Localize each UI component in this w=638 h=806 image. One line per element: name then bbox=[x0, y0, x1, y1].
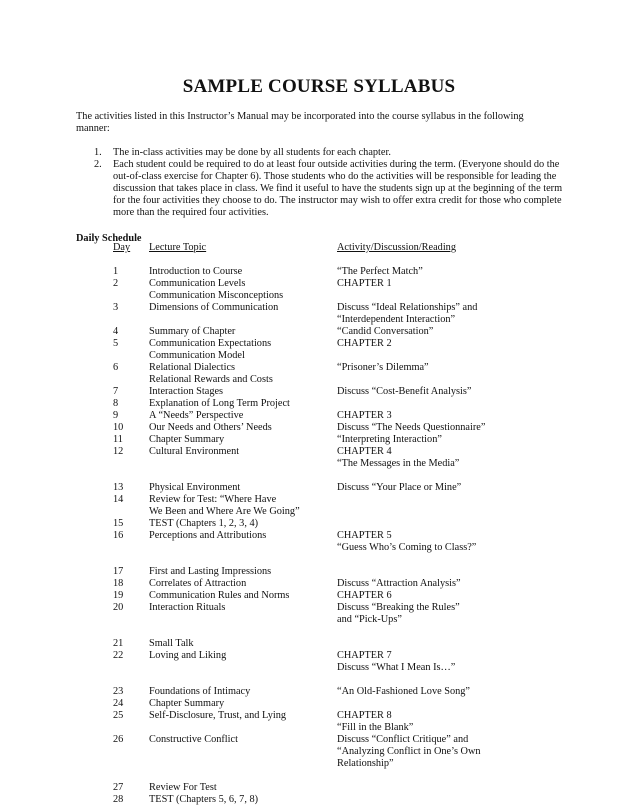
activity-line: “Candid Conversation” bbox=[337, 326, 434, 337]
schedule-day: 16 bbox=[113, 530, 124, 541]
schedule-day: 1 bbox=[113, 266, 119, 277]
activity-line: “An Old-Fashioned Love Song” bbox=[337, 686, 470, 697]
schedule-row bbox=[0, 422, 638, 434]
schedule-day: 5 bbox=[113, 338, 119, 349]
topic-line: Chapter Summary bbox=[149, 698, 225, 709]
schedule-topic bbox=[149, 734, 337, 770]
schedule-day: 8 bbox=[113, 398, 119, 409]
topic-line: Constructive Conflict bbox=[149, 734, 238, 745]
schedule-activity bbox=[337, 782, 577, 794]
schedule-activity bbox=[337, 278, 577, 302]
topic-line: Communication Rules and Norms bbox=[149, 590, 290, 601]
activity-line: Relationship” bbox=[337, 758, 394, 769]
schedule-topic bbox=[149, 710, 337, 734]
schedule-day: 21 bbox=[113, 638, 124, 649]
topic-line: Cultural Environment bbox=[149, 446, 240, 457]
schedule-row bbox=[0, 302, 638, 326]
schedule-topic bbox=[149, 266, 337, 278]
schedule-topic bbox=[149, 494, 337, 518]
schedule-day: 15 bbox=[113, 518, 124, 529]
topic-line: TEST (Chapters 5, 6, 7, 8) bbox=[149, 794, 259, 805]
activity-line: “The Messages in the Media” bbox=[337, 458, 460, 469]
item-text: The in-class activities may be done by all students for each chapter. bbox=[113, 147, 391, 158]
topic-line: Loving and Liking bbox=[149, 650, 227, 661]
topic-line: Introduction to Course bbox=[149, 266, 243, 277]
schedule-row bbox=[0, 590, 638, 602]
schedule-row bbox=[0, 638, 638, 650]
schedule-topic bbox=[149, 566, 337, 578]
activity-line: “Interdependent Interaction” bbox=[337, 314, 456, 325]
schedule-day: 19 bbox=[113, 590, 124, 601]
row-spacer bbox=[0, 626, 638, 638]
schedule-activity bbox=[337, 578, 577, 590]
topic-line: Perceptions and Attributions bbox=[149, 530, 267, 541]
activity-line: “Analyzing Conflict in One’s Own bbox=[337, 746, 481, 757]
numbered-list bbox=[94, 147, 564, 219]
schedule-topic bbox=[149, 602, 337, 626]
schedule-row bbox=[0, 338, 638, 362]
item-number: 2. bbox=[94, 159, 102, 170]
topic-line: Our Needs and Others’ Needs bbox=[149, 422, 272, 433]
schedule-activity bbox=[337, 734, 577, 770]
topic-line: We Been and Where Are We Going” bbox=[149, 506, 300, 517]
schedule-activity bbox=[337, 446, 577, 470]
schedule-activity bbox=[337, 650, 577, 674]
schedule-activity bbox=[337, 398, 577, 410]
intro-paragraph: The activities listed in this Instructor’s Manual may be incorporated into the course syllabus in the following manner: bbox=[76, 111, 524, 134]
schedule-row bbox=[0, 386, 638, 398]
row-spacer bbox=[0, 674, 638, 686]
schedule-topic bbox=[149, 590, 337, 602]
schedule-activity bbox=[337, 530, 577, 554]
schedule-activity bbox=[337, 302, 577, 326]
schedule-heading: Daily Schedule bbox=[76, 233, 142, 244]
topic-line: Explanation of Long Term Project bbox=[149, 398, 290, 409]
schedule-activity bbox=[337, 434, 577, 446]
activity-line: “Interpreting Interaction” bbox=[337, 434, 442, 445]
schedule-row bbox=[0, 686, 638, 698]
schedule-day: 4 bbox=[113, 326, 119, 337]
schedule-activity bbox=[337, 638, 577, 650]
activity-line: CHAPTER 1 bbox=[337, 278, 392, 289]
schedule-row bbox=[0, 410, 638, 422]
schedule-row bbox=[0, 734, 638, 770]
schedule-day: 18 bbox=[113, 578, 124, 589]
schedule-topic bbox=[149, 530, 337, 554]
schedule-activity bbox=[337, 362, 577, 386]
topic-column-header: Lecture Topic bbox=[149, 242, 207, 253]
schedule-activity bbox=[337, 386, 577, 398]
activity-line: Discuss “Ideal Relationships” and bbox=[337, 302, 478, 313]
schedule-activity bbox=[337, 494, 577, 518]
schedule-day: 22 bbox=[113, 650, 124, 661]
schedule-topic bbox=[149, 698, 337, 710]
item-number: 1. bbox=[94, 147, 102, 158]
topic-line: A “Needs” Perspective bbox=[149, 410, 244, 421]
activity-line: CHAPTER 8 bbox=[337, 710, 392, 721]
activity-column-header: Activity/Discussion/Reading bbox=[337, 242, 456, 253]
schedule-day: 20 bbox=[113, 602, 124, 613]
row-spacer bbox=[0, 770, 638, 782]
schedule-activity bbox=[337, 326, 577, 338]
schedule-row bbox=[0, 266, 638, 278]
topic-line: TEST (Chapters 1, 2, 3, 4) bbox=[149, 518, 259, 529]
item-text: Each student could be required to do at least four outside activities during the term. (Everyone should do the out-of-class exercise for Chapter 6). Those students who do the activities will be responsible for leading the discussion that takes place in class. We find it useful to have the students sign up at the beginning of the term for the four activities they choose to do. The instructor may wish to offer extra credit for those who complete more than the required four activities. bbox=[113, 159, 563, 218]
activity-line: CHAPTER 5 bbox=[337, 530, 392, 541]
activity-line: Discuss “Attraction Analysis” bbox=[337, 578, 461, 589]
schedule-activity bbox=[337, 482, 577, 494]
schedule-row bbox=[0, 482, 638, 494]
schedule-row bbox=[0, 602, 638, 626]
schedule-topic bbox=[149, 422, 337, 434]
schedule-day: 3 bbox=[113, 302, 119, 313]
schedule-row bbox=[0, 326, 638, 338]
schedule-topic bbox=[149, 434, 337, 446]
activity-line: Discuss “Breaking the Rules” bbox=[337, 602, 460, 613]
activity-line: Discuss “Cost-Benefit Analysis” bbox=[337, 386, 472, 397]
schedule-row bbox=[0, 794, 638, 806]
schedule-day: 25 bbox=[113, 710, 124, 721]
activity-line: CHAPTER 3 bbox=[337, 410, 392, 421]
schedule-activity bbox=[337, 590, 577, 602]
schedule-activity bbox=[337, 794, 577, 806]
activity-line: Discuss “What I Mean Is…” bbox=[337, 662, 456, 673]
topic-line: Interaction Stages bbox=[149, 386, 224, 397]
schedule-topic bbox=[149, 386, 337, 398]
schedule-topic bbox=[149, 398, 337, 410]
schedule-row bbox=[0, 710, 638, 734]
schedule-activity bbox=[337, 710, 577, 734]
schedule-topic bbox=[149, 338, 337, 362]
schedule-row bbox=[0, 698, 638, 710]
schedule-table bbox=[0, 242, 638, 806]
schedule-header-row bbox=[0, 242, 638, 254]
schedule-day: 14 bbox=[113, 494, 124, 505]
topic-line: Interaction Rituals bbox=[149, 602, 226, 613]
topic-line: Communication Model bbox=[149, 350, 245, 361]
schedule-row bbox=[0, 518, 638, 530]
schedule-row bbox=[0, 530, 638, 554]
schedule-day: 24 bbox=[113, 698, 124, 709]
activity-line: Discuss “The Needs Questionnaire” bbox=[337, 422, 486, 433]
schedule-topic bbox=[149, 410, 337, 422]
numbered-item bbox=[94, 159, 564, 219]
schedule-day: 2 bbox=[113, 278, 119, 289]
topic-line: Review for Test: “Where Have bbox=[149, 494, 277, 505]
schedule-topic bbox=[149, 638, 337, 650]
schedule-day: 26 bbox=[113, 734, 124, 745]
activity-line: CHAPTER 6 bbox=[337, 590, 392, 601]
topic-line: Relational Dialectics bbox=[149, 362, 236, 373]
topic-line: Self-Disclosure, Trust, and Lying bbox=[149, 710, 287, 721]
schedule-row bbox=[0, 398, 638, 410]
schedule-row bbox=[0, 362, 638, 386]
schedule-day: 6 bbox=[113, 362, 119, 373]
schedule-activity bbox=[337, 422, 577, 434]
topic-line: Relational Rewards and Costs bbox=[149, 374, 273, 385]
activity-line: CHAPTER 7 bbox=[337, 650, 392, 661]
schedule-activity bbox=[337, 698, 577, 710]
schedule-row bbox=[0, 494, 638, 518]
schedule-day: 13 bbox=[113, 482, 124, 493]
activity-line: Discuss “Conflict Critique” and bbox=[337, 734, 469, 745]
topic-line: Communication Levels bbox=[149, 278, 246, 289]
topic-line: Communication Misconceptions bbox=[149, 290, 284, 301]
schedule-activity bbox=[337, 686, 577, 698]
schedule-topic bbox=[149, 446, 337, 470]
numbered-item bbox=[94, 147, 564, 159]
schedule-topic bbox=[149, 650, 337, 674]
schedule-day: 17 bbox=[113, 566, 124, 577]
activity-line: “Fill in the Blank” bbox=[337, 722, 414, 733]
activity-line: Discuss “Your Place or Mine” bbox=[337, 482, 462, 493]
schedule-activity bbox=[337, 410, 577, 422]
schedule-topic bbox=[149, 782, 337, 794]
schedule-topic bbox=[149, 686, 337, 698]
activity-line: and “Pick-Ups” bbox=[337, 614, 402, 625]
activity-line: CHAPTER 4 bbox=[337, 446, 392, 457]
row-spacer bbox=[0, 554, 638, 566]
schedule-row bbox=[0, 578, 638, 590]
schedule-topic bbox=[149, 326, 337, 338]
activity-line: “Prisoner’s Dilemma” bbox=[337, 362, 429, 373]
row-spacer bbox=[0, 470, 638, 482]
schedule-row bbox=[0, 566, 638, 578]
day-column-header: Day bbox=[113, 242, 131, 253]
schedule-day: 11 bbox=[113, 434, 123, 445]
topic-line: Review For Test bbox=[149, 782, 217, 793]
topic-line: Chapter Summary bbox=[149, 434, 225, 445]
topic-line: First and Lasting Impressions bbox=[149, 566, 272, 577]
topic-line: Communication Expectations bbox=[149, 338, 272, 349]
schedule-activity bbox=[337, 518, 577, 530]
schedule-row bbox=[0, 782, 638, 794]
schedule-row bbox=[0, 446, 638, 470]
schedule-activity bbox=[337, 266, 577, 278]
topic-line: Small Talk bbox=[149, 638, 194, 649]
schedule-topic bbox=[149, 518, 337, 530]
schedule-activity bbox=[337, 602, 577, 626]
activity-line: “The Perfect Match” bbox=[337, 266, 423, 277]
schedule-activity bbox=[337, 338, 577, 362]
document-title: SAMPLE COURSE SYLLABUS bbox=[182, 76, 456, 97]
schedule-activity bbox=[337, 566, 577, 578]
schedule-day: 28 bbox=[113, 794, 124, 805]
topic-line: Correlates of Attraction bbox=[149, 578, 247, 589]
schedule-topic bbox=[149, 578, 337, 590]
topic-line: Foundations of Intimacy bbox=[149, 686, 251, 697]
topic-line: Dimensions of Communication bbox=[149, 302, 279, 313]
schedule-topic bbox=[149, 482, 337, 494]
schedule-topic bbox=[149, 302, 337, 326]
schedule-day: 9 bbox=[113, 410, 119, 421]
schedule-topic bbox=[149, 794, 337, 806]
schedule-day: 27 bbox=[113, 782, 124, 793]
schedule-row bbox=[0, 434, 638, 446]
schedule-row bbox=[0, 650, 638, 674]
schedule-day: 12 bbox=[113, 446, 124, 457]
schedule-day: 7 bbox=[113, 386, 119, 397]
topic-line: Summary of Chapter bbox=[149, 326, 236, 337]
activity-line: “Guess Who’s Coming to Class?” bbox=[337, 542, 477, 553]
schedule-topic bbox=[149, 362, 337, 386]
schedule-row bbox=[0, 278, 638, 302]
schedule-topic bbox=[149, 278, 337, 302]
schedule-day: 10 bbox=[113, 422, 124, 433]
schedule-day: 23 bbox=[113, 686, 124, 697]
activity-line: CHAPTER 2 bbox=[337, 338, 392, 349]
topic-line: Physical Environment bbox=[149, 482, 241, 493]
